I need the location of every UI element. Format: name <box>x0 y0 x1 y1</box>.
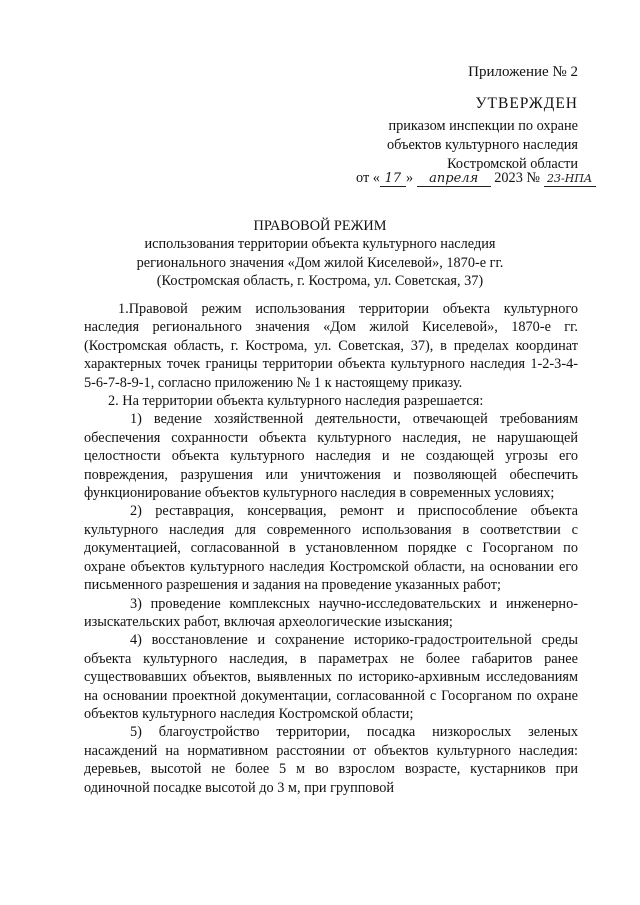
order-date-line <box>356 170 596 187</box>
order-line: приказом инспекции по охране <box>388 118 578 134</box>
handwritten-number: 23-НПА <box>544 172 596 187</box>
order-line: Костромской области <box>447 156 578 172</box>
handwritten-day: 17 <box>380 172 406 187</box>
order-reference <box>0 117 578 174</box>
appendix-number: Приложение № 2 <box>468 64 578 80</box>
document-body <box>84 300 578 797</box>
date-prefix: от « <box>356 170 380 186</box>
handwritten-month: апреля <box>417 172 491 187</box>
paragraph-2: 2. На территории объекта культурного наследия разрешается: <box>108 393 484 410</box>
list-item-5: 5) благоустройство территории, посадка низкорослых зеленых насаждений на нормативном расстоянии от объектов культурного наследия: деревьев, высотой не более 5 м во взрослом возрасте, кустарников при одиночной посадке высотой до 3 м, при групповой <box>84 724 578 796</box>
list-item-2: 2) реставрация, консервация, ремонт и приспособление объекта культурного наследия для современного использования в соответствии с документацией, согласованной в установленном порядке с Госорганом по охране объектов культурного наследия Костромской области, на основании его письменного разрешения и задания на проведение указанных работ; <box>84 503 578 594</box>
list-item-4: 4) восстановление и сохранение историко-градостроительной среды объекта культурного наследия, в параметрах не более габаритов ранее существовавших объектов, выявленных по историко-архивным исследованиям на основании проектной документации, согласованной с Госорганом по охране объектов культурного наследия Костромской области; <box>84 632 578 722</box>
date-year: 2023 № <box>494 170 541 186</box>
paragraph-1: 1.Правовой режим использования территории объекта культурного наследия регионального значения «Дом жилой Киселевой», 1870-е гг. (Костромская область, г. Кострома, ул. Советская, 37), в пределах координат характерных точек границы территории объекта культурного наследия 1-2-3-4-5-6-7-8-9-1, согласно приложению № 1 к настоящему приказу. <box>84 301 578 391</box>
list-item-3: 3) проведение комплексных научно-исследовательских и инженерно-изыскательских работ, включая археологические изыскания; <box>84 595 578 630</box>
title-line: использования территории объекта культурного наследия <box>144 236 496 253</box>
document-title <box>0 217 640 290</box>
order-line: объектов культурного наследия <box>387 137 578 153</box>
list-item-1: 1) ведение хозяйственной деятельности, отвечающей требованиям обеспечения сохранности объекта культурного наследия, не нарушающей целостности объекта культурного наследия и не создающей угрозы его повреждения, разрушения или уничтожения и позволяющей обеспечить функционирование объектов культурного наследия в современных условиях; <box>84 411 578 502</box>
title-main: ПРАВОВОЙ РЕЖИМ <box>253 218 387 234</box>
approved-heading: УТВЕРЖДЕН <box>475 95 578 112</box>
date-quote: » <box>405 170 414 186</box>
title-line: регионального значения «Дом жилой Киселевой», 1870-е гг. <box>136 254 504 271</box>
title-line: (Костромская область, г. Кострома, ул. Советская, 37) <box>156 272 484 289</box>
